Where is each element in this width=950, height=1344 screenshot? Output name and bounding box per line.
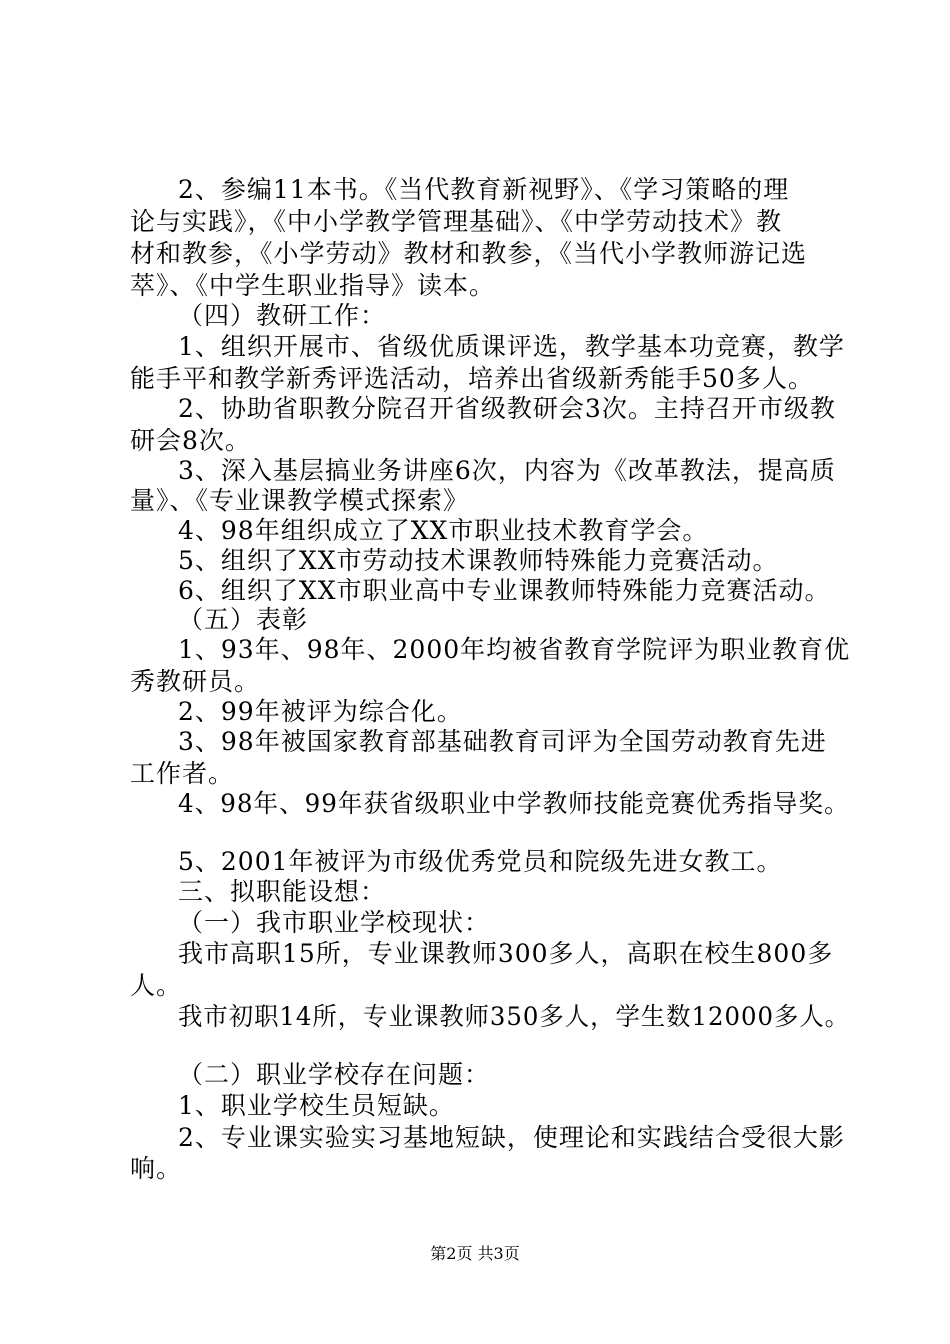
- body-line: 响。: [130, 1154, 183, 1183]
- page-indicator: 第2页 共3页: [430, 1244, 520, 1263]
- page-footer: [0, 1244, 950, 1264]
- body-line: 工作者。: [130, 759, 235, 788]
- body-line: 2、99年被评为综合化。: [178, 697, 463, 726]
- body-line: 2、协助省职教分院召开省级教研会3次。主持召开市级教: [178, 394, 836, 423]
- body-line: 1、职业学校生员短缺。: [178, 1091, 455, 1120]
- body-line: 3、深入基层搞业务讲座6次，内容为《改革教法，提高质: [178, 456, 836, 485]
- section-heading: 三、拟职能设想：: [178, 877, 387, 906]
- body-line: 2、参编11本书。《当代教育新视野》、《学习策略的理: [178, 175, 790, 204]
- body-line: 2、专业课实验实习基地短缺，使理论和实践结合受很大影: [178, 1123, 845, 1152]
- section-heading: （一）我市职业学校现状：: [178, 908, 491, 937]
- section-heading: （四）教研工作：: [178, 301, 387, 330]
- body-line: 能手平和教学新秀评选活动，培养出省级新秀能手50多人。: [130, 364, 814, 393]
- body-line: 5、组织了XX市劳动技术课教师特殊能力竞赛活动。: [178, 546, 779, 575]
- body-line: 我市初职14所，专业课教师350多人，学生数12000多人。: [178, 1002, 851, 1031]
- body-line: 量》、《专业课教学模式探索》: [130, 486, 470, 515]
- body-line: 4、98年、99年获省级职业中学教师技能竞赛优秀指导奖。: [178, 789, 850, 818]
- body-line: 人。: [130, 971, 183, 1000]
- body-line: 4、98年组织成立了XX市职业技术教育学会。: [178, 516, 709, 545]
- body-line: 论与实践》，《中小学教学管理基础》、《中学劳动技术》教: [130, 207, 783, 236]
- body-line: 我市高职15所，专业课教师300多人，高职在校生800多: [178, 939, 834, 968]
- body-line: 5、2001年被评为市级优秀党员和院级先进女教工。: [178, 847, 783, 876]
- section-heading: （二）职业学校存在问题：: [178, 1060, 491, 1089]
- body-line: 3、98年被国家教育部基础教育司评为全国劳动教育先进: [178, 727, 827, 756]
- section-heading: （五）表彰: [178, 605, 309, 634]
- body-line: 1、93年、98年、2000年均被省教育学院评为职业教育优: [178, 635, 851, 664]
- body-line: 秀教研员。: [130, 667, 261, 696]
- body-line: 材和教参，《小学劳动》教材和教参，《当代小学教师游记选: [130, 239, 808, 268]
- body-line: 萃》、《中学生职业指导》读本。: [130, 271, 496, 300]
- body-line: 研会8次。: [130, 426, 251, 455]
- body-line: 6、组织了XX市职业高中专业课教师特殊能力竞赛活动。: [178, 576, 831, 605]
- body-line: 1、组织开展市、省级优质课评选，教学基本功竞赛，教学: [178, 332, 845, 361]
